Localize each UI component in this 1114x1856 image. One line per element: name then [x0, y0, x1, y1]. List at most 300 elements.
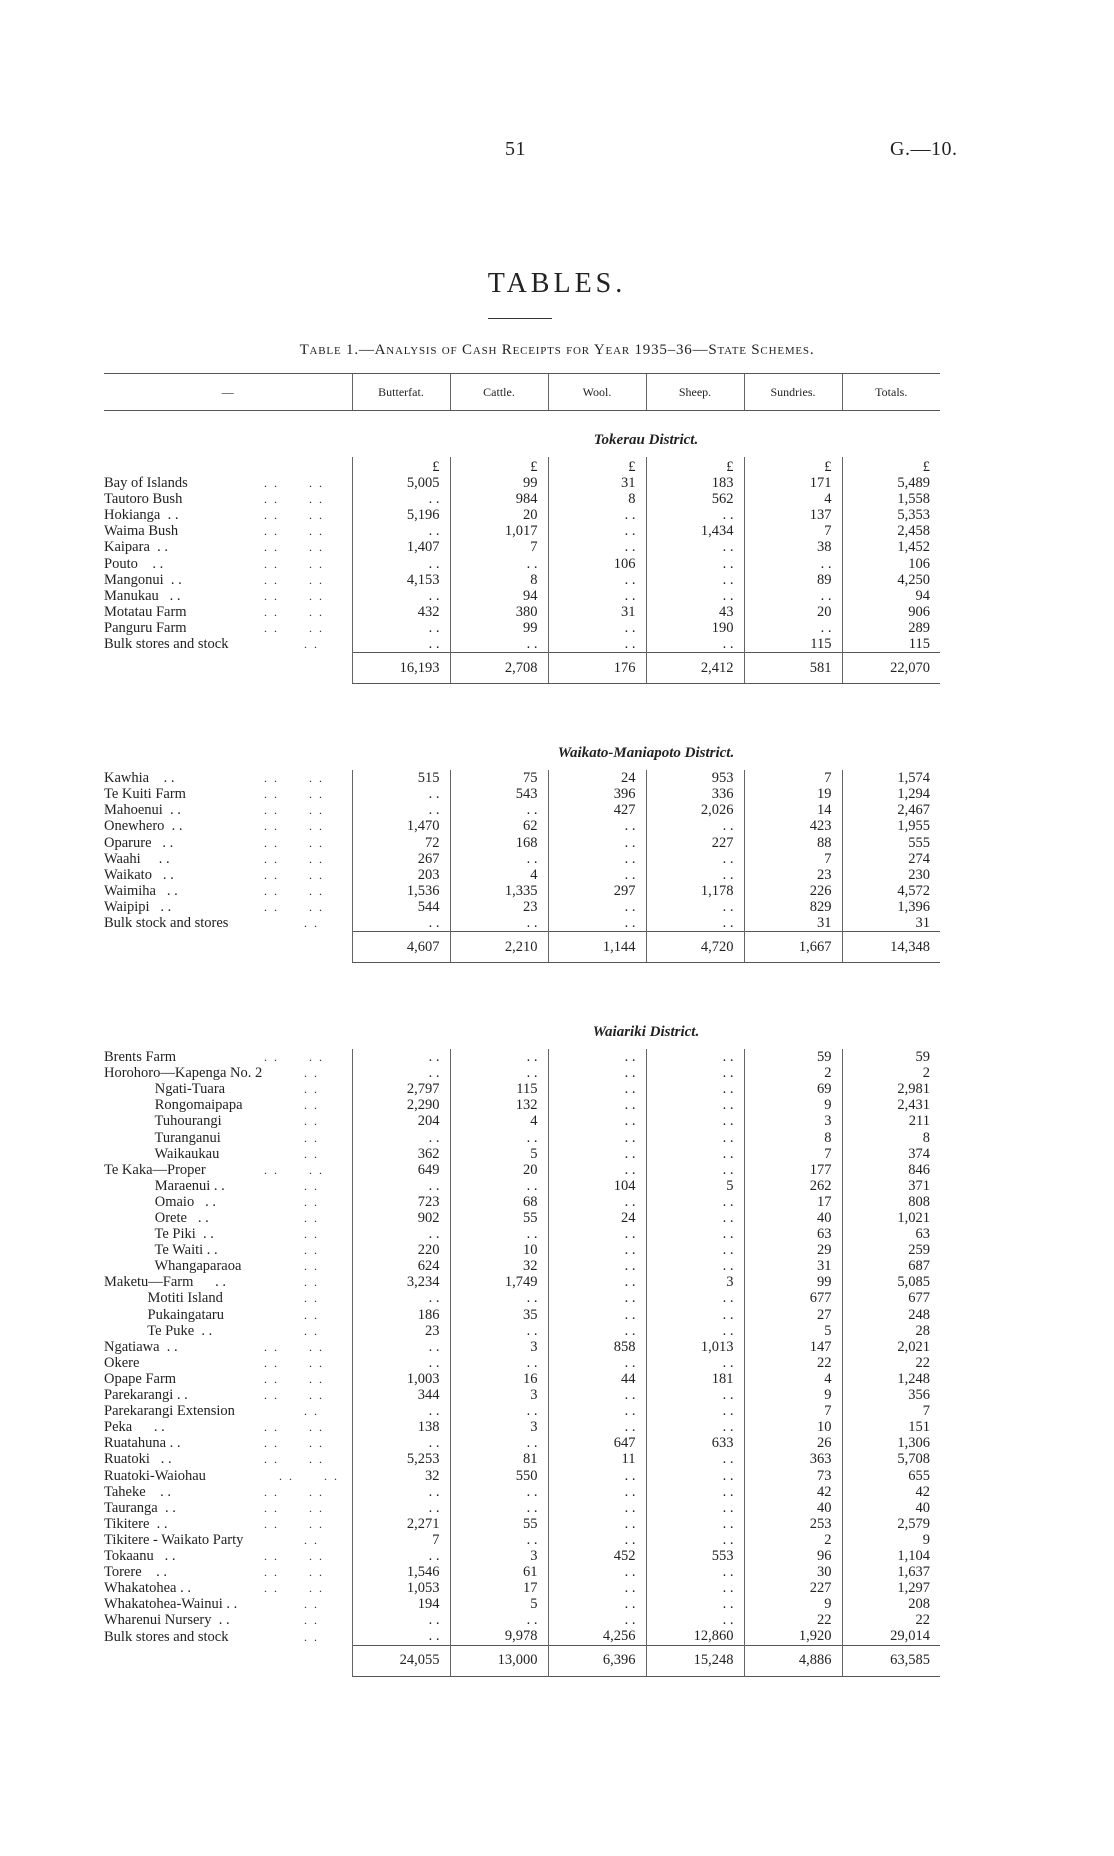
table-cell: 5	[744, 1323, 842, 1339]
table-cell: . .	[548, 1484, 646, 1500]
row-label: Oparure . .	[104, 834, 174, 851]
row-leader-dots: . . . .	[264, 1581, 324, 1596]
table-cell: 17	[450, 1580, 548, 1596]
table-cell: 363	[744, 1451, 842, 1467]
table-cell: . .	[548, 818, 646, 834]
table-cell: . .	[450, 1323, 548, 1339]
row-leader-dots: . .	[264, 1130, 319, 1145]
row-label: Mahoenui . .	[104, 802, 181, 819]
table-cell: . .	[548, 1049, 646, 1065]
table-cell: 5,085	[842, 1274, 940, 1290]
table-row	[104, 1516, 940, 1532]
table-cell: . .	[548, 1500, 646, 1516]
table-cell: 96	[744, 1548, 842, 1564]
table-cell: . .	[450, 556, 548, 572]
row-label: Motiti Island	[104, 1290, 223, 1307]
table-cell: 177	[744, 1162, 842, 1178]
table-cell: . .	[548, 1468, 646, 1484]
table-cell: 227	[744, 1580, 842, 1596]
table-cell: . .	[548, 1387, 646, 1403]
row-label: Te Kuiti Farm	[104, 786, 186, 803]
table-row	[104, 1371, 940, 1387]
table-row	[104, 1548, 940, 1564]
table-cell: 190	[646, 620, 744, 636]
table-caption: Table 1.—Analysis of Cash Receipts for Year 1935–36—State Schemes.	[299, 342, 815, 358]
table-cell: 88	[744, 835, 842, 851]
table-cell: . .	[646, 1307, 744, 1323]
table-cell: 115	[450, 1081, 548, 1097]
table-cell: 40	[842, 1500, 940, 1516]
table-cell: 5,353	[842, 507, 940, 523]
table-cell: 10	[744, 1419, 842, 1435]
table-cell: 23	[352, 1323, 450, 1339]
table-cell: 89	[744, 572, 842, 588]
table-cell: 9	[744, 1596, 842, 1612]
table-cell: . .	[548, 539, 646, 555]
district-heading-row	[104, 724, 940, 770]
total-cell: 176	[548, 653, 646, 684]
table-cell: 1,920	[744, 1628, 842, 1645]
row-leader-dots: . . . .	[264, 1484, 324, 1499]
row-label: Torere . .	[104, 1564, 167, 1581]
table-cell: . .	[646, 1210, 744, 1226]
table-cell: . .	[646, 588, 744, 604]
row-label: Motatau Farm	[104, 603, 187, 620]
row-leader-dots: . . . .	[264, 835, 324, 850]
row-leader-dots: . .	[264, 637, 319, 652]
total-cell: 4,607	[352, 932, 450, 963]
table-cell: 4	[744, 491, 842, 507]
total-cell: 4,720	[646, 932, 744, 963]
table-cell: 7	[744, 770, 842, 786]
table-row	[104, 1258, 940, 1274]
table-cell: . .	[646, 1323, 744, 1339]
table-cell: 1,470	[352, 818, 450, 834]
table-cell: . .	[646, 1532, 744, 1548]
table-cell: . .	[352, 1403, 450, 1419]
row-leader-dots: . .	[264, 1532, 319, 1547]
total-cell: 24,055	[352, 1645, 450, 1676]
table-cell: 1,574	[842, 770, 940, 786]
table-cell: . .	[352, 915, 450, 932]
table-row	[104, 1178, 940, 1194]
table-cell: 953	[646, 770, 744, 786]
table-cell: . .	[548, 1580, 646, 1596]
table-cell: . .	[744, 620, 842, 636]
row-leader-dots: . . . .	[264, 1468, 339, 1483]
table-row	[104, 1081, 940, 1097]
table-cell: 16	[450, 1371, 548, 1387]
table-row	[104, 786, 940, 802]
table-cell: . .	[548, 1532, 646, 1548]
table-cell: . .	[548, 507, 646, 523]
column-header-wool: Wool.	[548, 374, 646, 411]
table-cell: 2,290	[352, 1097, 450, 1113]
table-cell: 544	[352, 899, 450, 915]
row-leader-dots: . . . .	[264, 572, 324, 587]
table-row	[104, 1451, 940, 1467]
table-row	[104, 1274, 940, 1290]
table-cell: . .	[548, 835, 646, 851]
table-cell: 267	[352, 851, 450, 867]
table-cell: . .	[548, 523, 646, 539]
row-label: Te Piki . .	[104, 1226, 214, 1243]
row-label: Taheke . .	[104, 1483, 172, 1500]
table-cell: . .	[450, 1355, 548, 1371]
row-leader-dots: . . . .	[264, 819, 324, 834]
column-header-butterfat: Butterfat.	[352, 374, 450, 411]
table-cell: 35	[450, 1307, 548, 1323]
table-cell: . .	[646, 1403, 744, 1419]
row-label: Ruatahuna . .	[104, 1435, 181, 1452]
total-cell: 15,248	[646, 1645, 744, 1676]
table-cell: 12,860	[646, 1628, 744, 1645]
table-cell: . .	[646, 1113, 744, 1129]
table-cell: 31	[548, 604, 646, 620]
row-leader-dots: . . . .	[264, 1162, 324, 1177]
table-cell: 902	[352, 1210, 450, 1226]
table-cell: 4	[744, 1371, 842, 1387]
row-leader-dots: . . . .	[264, 1050, 324, 1065]
table-cell: . .	[548, 851, 646, 867]
total-cell: 22,070	[842, 653, 940, 684]
table-cell: 168	[450, 835, 548, 851]
row-label: Tikitere . .	[104, 1515, 168, 1532]
row-leader-dots: . . . .	[264, 524, 324, 539]
row-label: Orete . .	[104, 1210, 209, 1226]
table-row	[104, 802, 940, 818]
table-cell: 226	[744, 883, 842, 899]
table-row	[104, 1435, 940, 1451]
table-cell: 5,196	[352, 507, 450, 523]
table-cell: . .	[548, 572, 646, 588]
total-cell: 2,708	[450, 653, 548, 684]
table-cell: . .	[646, 1081, 744, 1097]
row-label: Parekarangi . .	[104, 1387, 188, 1404]
table-cell: 3	[744, 1113, 842, 1129]
table-cell: 17	[744, 1194, 842, 1210]
table-row	[104, 1339, 940, 1355]
row-leader-dots: . .	[264, 1243, 319, 1258]
row-label: Ruatoki . .	[104, 1451, 172, 1468]
table-cell: 5	[450, 1146, 548, 1162]
table-cell: 1,407	[352, 539, 450, 555]
table-cell: 829	[744, 899, 842, 915]
table-cell: . .	[646, 1468, 744, 1484]
row-leader-dots: . . . .	[264, 1436, 324, 1451]
table-cell: 5,489	[842, 475, 940, 491]
table-cell: . .	[646, 539, 744, 555]
table-cell: 4	[450, 1113, 548, 1129]
table-cell: 9	[744, 1097, 842, 1113]
table-cell: 336	[646, 786, 744, 802]
table-cell: . .	[548, 1612, 646, 1628]
table-cell: . .	[450, 1049, 548, 1065]
row-label: Tuhourangi	[104, 1113, 222, 1130]
table-cell: 7	[842, 1403, 940, 1419]
table-cell: 32	[352, 1468, 450, 1484]
table-cell: 7	[450, 539, 548, 555]
row-leader-dots: . .	[264, 1323, 319, 1338]
total-cell: 14,348	[842, 932, 940, 963]
table-cell: 1,558	[842, 491, 940, 507]
table-cell: 132	[450, 1097, 548, 1113]
table-cell: 220	[352, 1242, 450, 1258]
row-leader-dots: . . . .	[264, 1388, 324, 1403]
row-leader-dots: . . . .	[264, 1565, 324, 1580]
document-reference: G.—10.	[890, 138, 958, 160]
table-cell: 43	[646, 604, 744, 620]
table-row	[104, 604, 940, 620]
currency-symbol: £	[548, 457, 646, 475]
table-cell: 99	[450, 475, 548, 491]
row-label: Manukau . .	[104, 587, 181, 604]
table-cell: . .	[646, 867, 744, 883]
table-cell: 23	[744, 867, 842, 883]
table-cell: 2	[744, 1065, 842, 1081]
row-label: Waahi . .	[104, 850, 170, 867]
table-cell: 253	[744, 1516, 842, 1532]
column-header-sundries: Sundries.	[744, 374, 842, 411]
table-row	[104, 636, 940, 653]
table-cell: . .	[352, 1548, 450, 1564]
table-cell: . .	[646, 1500, 744, 1516]
table-row	[104, 1580, 940, 1596]
table-cell: 1,248	[842, 1371, 940, 1387]
table-cell: 906	[842, 604, 940, 620]
table-cell: 427	[548, 802, 646, 818]
table-cell: 1,452	[842, 539, 940, 555]
table-cell: . .	[352, 588, 450, 604]
table-cell: . .	[646, 507, 744, 523]
table-cell: 362	[352, 1146, 450, 1162]
table-cell: 94	[450, 588, 548, 604]
table-row	[104, 1500, 940, 1516]
currency-symbol: £	[744, 457, 842, 475]
table-row	[104, 1612, 940, 1628]
table-cell: 297	[548, 883, 646, 899]
table-cell: 396	[548, 786, 646, 802]
row-leader-dots: . . . .	[264, 1420, 324, 1435]
column-header-sheep: Sheep.	[646, 374, 744, 411]
district-total-row	[104, 1645, 940, 1676]
table-cell: . .	[450, 1290, 548, 1306]
table-row	[104, 1065, 940, 1081]
table-cell: . .	[450, 802, 548, 818]
table-cell: 40	[744, 1500, 842, 1516]
table-row	[104, 1097, 940, 1113]
total-label-blank	[104, 932, 352, 963]
table-cell: 99	[450, 620, 548, 636]
table-cell: 1,546	[352, 1564, 450, 1580]
table-cell: . .	[548, 867, 646, 883]
table-row	[104, 491, 940, 507]
table-cell: 1,053	[352, 1580, 450, 1596]
table-cell: 183	[646, 475, 744, 491]
table-row	[104, 1596, 940, 1612]
total-cell: 1,144	[548, 932, 646, 963]
table-cell: . .	[352, 1628, 450, 1645]
row-leader-dots: . .	[264, 1291, 319, 1306]
row-label: Rongomaipapa	[104, 1097, 243, 1114]
table-cell: 4,256	[548, 1628, 646, 1645]
table-cell: . .	[548, 636, 646, 653]
table-cell: . .	[450, 1532, 548, 1548]
row-leader-dots: . . . .	[264, 787, 324, 802]
table-cell: 32	[450, 1258, 548, 1274]
table-cell: . .	[548, 1162, 646, 1178]
table-row	[104, 1290, 940, 1306]
table-cell: . .	[352, 556, 450, 572]
table-cell: . .	[352, 1065, 450, 1081]
table-cell: 171	[744, 475, 842, 491]
table-cell: . .	[450, 851, 548, 867]
row-label: Tokaanu . .	[104, 1547, 176, 1564]
row-leader-dots: . .	[264, 916, 319, 931]
table-cell: 8	[548, 491, 646, 507]
table-cell: 1,955	[842, 818, 940, 834]
table-cell: 23	[450, 899, 548, 915]
row-label: Pukaingataru	[104, 1306, 225, 1323]
table-row	[104, 835, 940, 851]
row-leader-dots: . . . .	[264, 771, 324, 786]
total-cell: 13,000	[450, 1645, 548, 1676]
row-label: Parekarangi Extension	[104, 1403, 235, 1420]
table-cell: 1,294	[842, 786, 940, 802]
table-cell: 62	[450, 818, 548, 834]
table-cell: 59	[744, 1049, 842, 1065]
row-label: Whakatohea-Wainui . .	[104, 1596, 238, 1613]
table-cell: 4,153	[352, 572, 450, 588]
table-cell: . .	[450, 1500, 548, 1516]
table-cell: 687	[842, 1258, 940, 1274]
table-cell: 7	[744, 1403, 842, 1419]
table-cell: . .	[352, 786, 450, 802]
table-cell: 555	[842, 835, 940, 851]
table-cell: 452	[548, 1548, 646, 1564]
table-cell: 22	[842, 1355, 940, 1371]
table-cell: 59	[842, 1049, 940, 1065]
total-cell: 2,210	[450, 932, 548, 963]
table-row	[104, 1323, 940, 1339]
table-cell: 248	[842, 1307, 940, 1323]
row-label: Maketu—Farm . .	[104, 1274, 227, 1291]
row-leader-dots: . . . .	[264, 803, 324, 818]
table-cell: . .	[548, 1097, 646, 1113]
row-leader-dots: . . . .	[264, 604, 324, 619]
table-cell: . .	[646, 1097, 744, 1113]
row-label: Kawhia . .	[104, 770, 175, 787]
currency-blank	[104, 457, 352, 475]
table-cell: 984	[450, 491, 548, 507]
table-row	[104, 1194, 940, 1210]
table-cell: . .	[646, 1564, 744, 1580]
table-cell: . .	[548, 588, 646, 604]
table-cell: . .	[450, 1612, 548, 1628]
row-leader-dots: . . . .	[264, 1548, 324, 1563]
table-cell: 543	[450, 786, 548, 802]
table-cell: 30	[744, 1564, 842, 1580]
table-cell: . .	[548, 620, 646, 636]
table-cell: 61	[450, 1564, 548, 1580]
table-cell: 274	[842, 851, 940, 867]
table-row	[104, 475, 940, 491]
row-label: Waikato . .	[104, 866, 174, 883]
table-cell: 28	[842, 1323, 940, 1339]
row-leader-dots: . .	[264, 1307, 319, 1322]
table-row	[104, 556, 940, 572]
table-cell: 1,178	[646, 883, 744, 899]
table-cell: 655	[842, 1468, 940, 1484]
district-heading: Waiariki District.	[592, 1024, 700, 1041]
row-label: Wharenui Nursery . .	[104, 1612, 230, 1629]
table-cell: 649	[352, 1162, 450, 1178]
row-leader-dots: . . . .	[264, 851, 324, 866]
table-cell: 14	[744, 802, 842, 818]
district-heading-row	[104, 411, 940, 458]
row-leader-dots: . . . .	[264, 1371, 324, 1386]
table-row	[104, 539, 940, 555]
row-label: Ngatiawa . .	[104, 1338, 178, 1355]
table-cell: . .	[352, 636, 450, 653]
table-cell: 677	[744, 1290, 842, 1306]
row-leader-dots: . .	[264, 1211, 319, 1225]
table-cell: 106	[842, 556, 940, 572]
table-row	[104, 899, 940, 915]
currency-symbol: £	[352, 457, 450, 475]
table-cell: 42	[842, 1484, 940, 1500]
row-label: Bulk stock and stores	[104, 915, 229, 932]
table-row	[104, 851, 940, 867]
table-cell: 3	[450, 1419, 548, 1435]
table-cell: . .	[646, 818, 744, 834]
table-cell: . .	[548, 1226, 646, 1242]
table-cell: . .	[450, 1484, 548, 1500]
row-label: Whangaparaoa	[104, 1258, 242, 1275]
table-cell: 7	[744, 1146, 842, 1162]
table-cell: 29	[744, 1242, 842, 1258]
row-leader-dots: . . . .	[264, 556, 324, 571]
table-row	[104, 818, 940, 834]
table-row	[104, 572, 940, 588]
row-leader-dots: . . . .	[264, 1500, 324, 1515]
row-leader-dots: . . . .	[264, 1355, 324, 1370]
table-cell: 2,797	[352, 1081, 450, 1097]
table-row	[104, 1468, 940, 1484]
total-cell: 581	[744, 653, 842, 684]
table-cell: 9	[842, 1532, 940, 1548]
table-row	[104, 1355, 940, 1371]
table-cell: 5	[450, 1596, 548, 1612]
row-leader-dots: . .	[264, 1275, 319, 1290]
table-cell: 20	[450, 507, 548, 523]
row-leader-dots: . . . .	[264, 508, 324, 523]
table-cell: 22	[744, 1355, 842, 1371]
district-heading-blank	[104, 1003, 352, 1049]
row-label: Peka . .	[104, 1419, 165, 1436]
table-cell: . .	[548, 1194, 646, 1210]
row-leader-dots: . .	[264, 1259, 319, 1274]
table-cell: . .	[352, 1290, 450, 1306]
row-label: Brents Farm	[104, 1049, 177, 1066]
row-label: Bulk stores and stock	[104, 1628, 229, 1645]
table-cell: 3	[450, 1548, 548, 1564]
total-cell: 16,193	[352, 653, 450, 684]
table-cell: . .	[352, 1500, 450, 1516]
row-label: Tauranga . .	[104, 1499, 176, 1516]
table-cell: 24	[548, 770, 646, 786]
table-cell: 104	[548, 1178, 646, 1194]
